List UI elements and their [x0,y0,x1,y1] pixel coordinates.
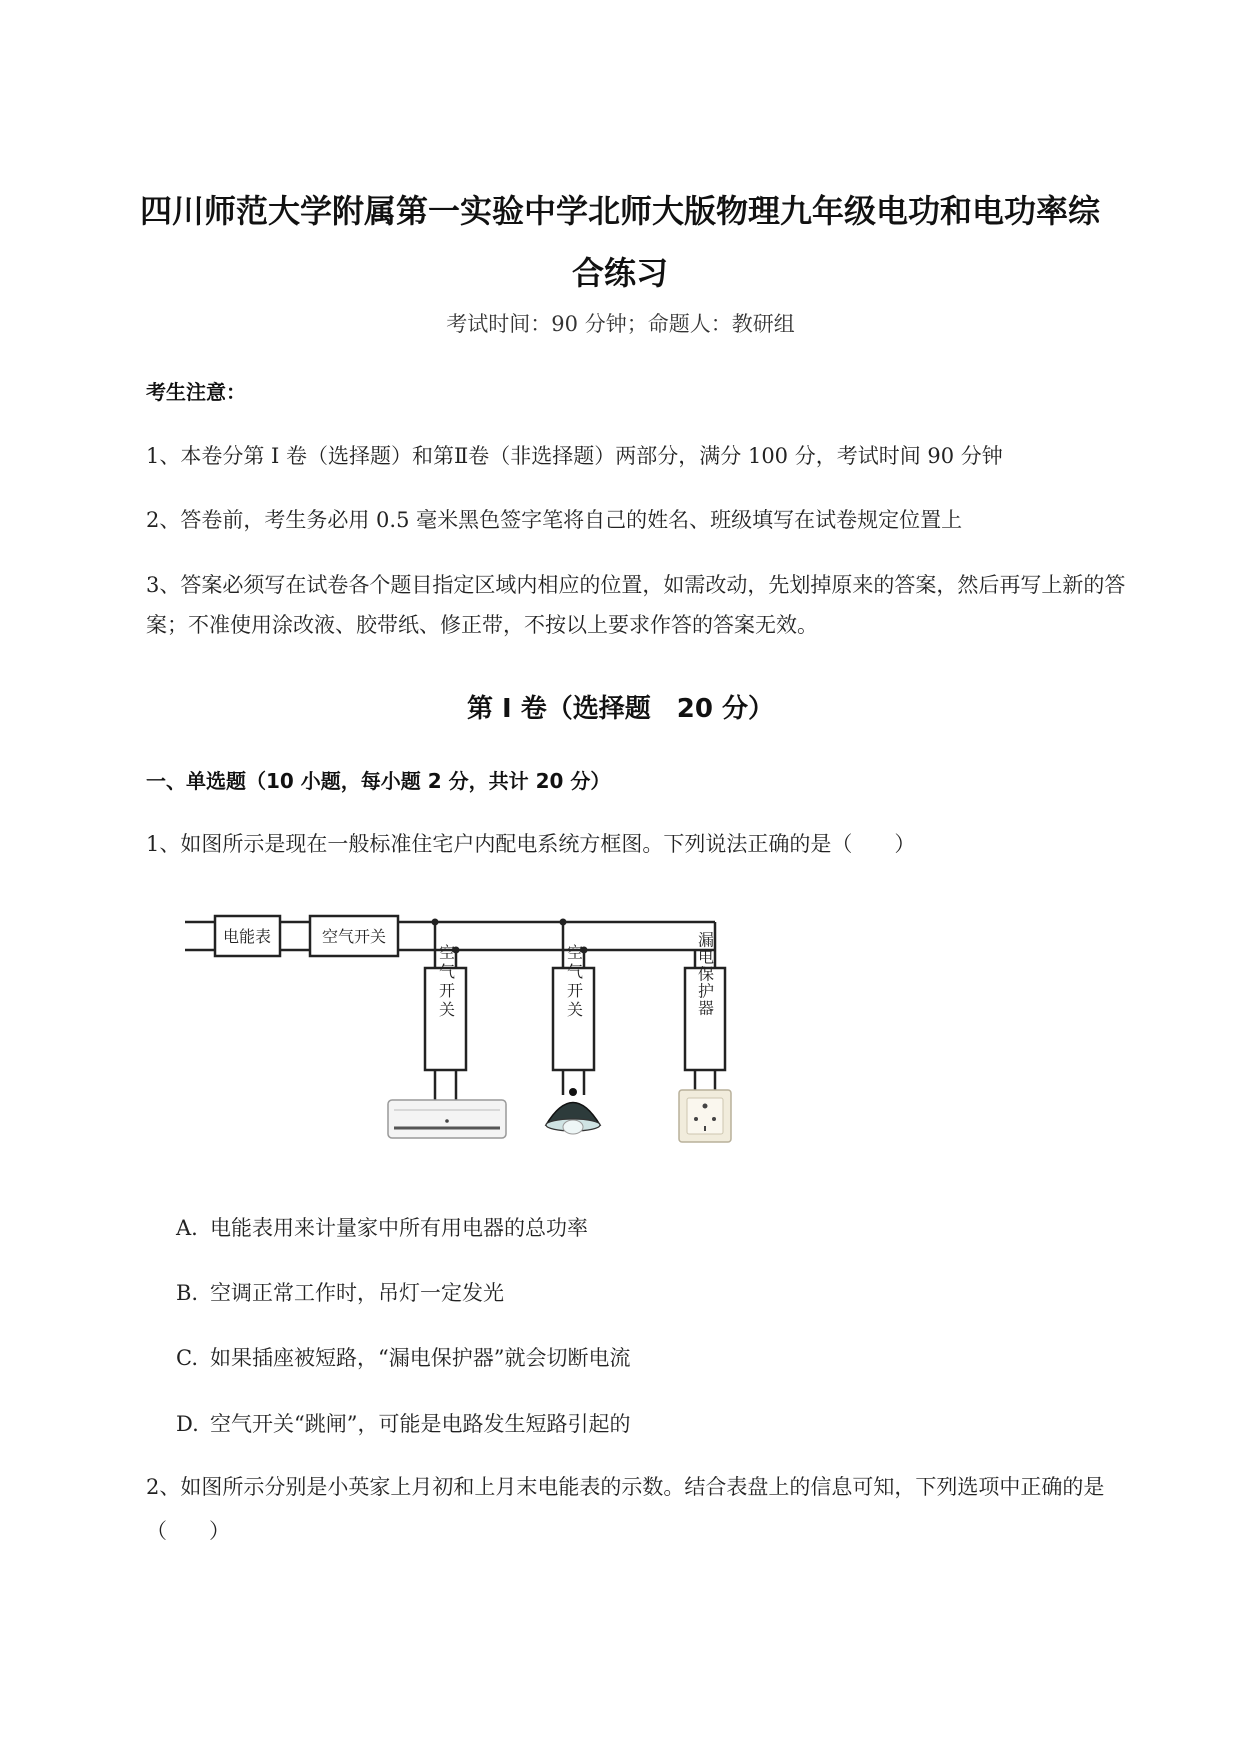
pendant-lamp-icon [546,1088,600,1134]
air-conditioner-icon [388,1100,506,1138]
option-text: 空气开关“跳闸”，可能是电路发生短路引起的 [210,1412,631,1436]
option-letter: D. [176,1412,199,1436]
option-text: 空调正常工作时，吊灯一定发光 [210,1281,504,1305]
option-c[interactable] [176,1342,630,1372]
notice-item: 3、答案必须写在试卷各个题目指定区域内相应的位置，如需改动，先划掉原来的答案，然后再写上新的答案；不准使用涂改液、胶带纸、修正带，不按以上要求作答的答案无效。 [146,573,1126,637]
option-letter: B. [176,1281,199,1305]
branch-switch-label: 空气开关 [436,944,456,1020]
branch-switch-label: 空气开关 [564,944,584,1020]
exam-subtitle: 考试时间：90 分钟；命题人：教研组 [446,312,795,336]
part-title: 一、单选题（10 小题，每小题 2 分，共计 20 分） [146,769,611,793]
option-letter: A. [176,1216,198,1240]
main-switch-label: 空气开关 [321,927,387,946]
option-letter: C. [176,1346,198,1370]
meter-label: 电能表 [222,927,272,946]
option-text: 如果插座被短路，“漏电保护器”就会切断电流 [210,1346,631,1370]
leakage-protector-label: 漏电保护器 [695,931,715,1017]
notice-item: 2、答卷前，考生务必用 0.5 毫米黑色签字笔将自己的姓名、班级填写在试卷规定位置上 [146,508,963,532]
option-b[interactable] [176,1277,504,1307]
question-stem: 2、如图所示分别是小英家上月初和上月末电能表的示数。结合表盘上的信息可知，下列选项中正确的是（ ） [146,1475,1105,1543]
wall-socket-icon [679,1090,731,1142]
section-title: 第 I 卷（选择题 20 分） [466,694,774,724]
notice-heading: 考生注意： [146,380,246,404]
option-a[interactable] [176,1212,588,1242]
option-d[interactable] [176,1408,630,1438]
option-text: 电能表用来计量家中所有用电器的总功率 [210,1216,588,1240]
notice-item: 1、本卷分第 I 卷（选择题）和第Ⅱ卷（非选择题）两部分，满分 100 分，考试时间 90 分钟 [146,444,1003,468]
distribution-diagram [180,900,740,1160]
exam-title: 四川师范大学附属第一实验中学北师大版物理九年级电功和电功率综合练习 [140,192,1101,292]
question-stem: 1、如图所示是现在一般标准住宅户内配电系统方框图。下列说法正确的是（ ） [146,832,916,856]
